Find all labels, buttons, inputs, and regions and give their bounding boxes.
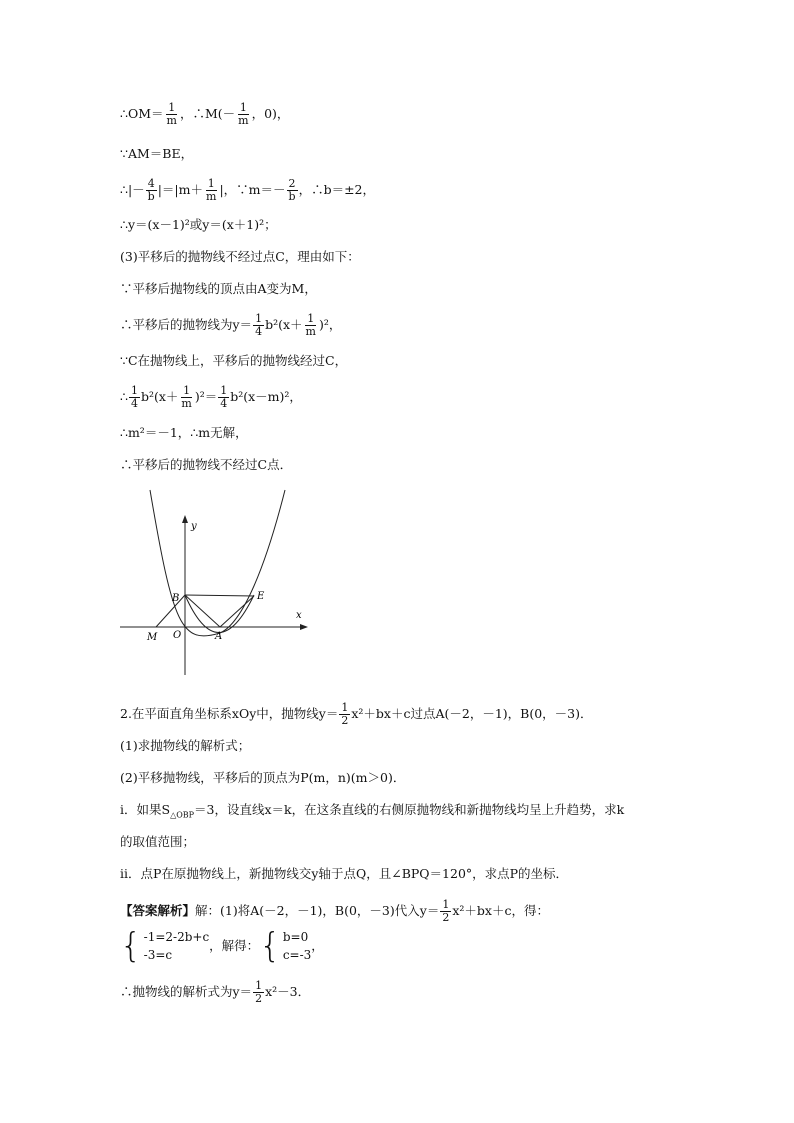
fraction: $\frac{1}{m}$ [238, 101, 249, 127]
equation-system: { -1=2-2b+c -3=c ，解得： { b=0 c=-3 ， [120, 926, 324, 966]
question-2-sub-i: ⅰ．如果$S_{\triangle OBP}=3$，设直线x＝k，在这条直线的右侧原抛物线和新抛物线均呈上升趋势，求k [120, 802, 625, 820]
question-2: 2.在平面直角坐标系xOy中，抛物线y＝ $\frac{1}{2}$ x²＋bx＋c过点A(－2，－1)，B(0，－3)． [120, 701, 593, 727]
segment-mb [156, 595, 185, 627]
line-am-be: ∵AM＝BE， [120, 146, 194, 161]
line-part3: (3)平移后的抛物线不经过点C，理由如下： [120, 249, 360, 264]
line-om: ∴OM＝ $\frac{1}{m}$ ，∴M(－ $\frac{1}{m}$ ，0)， [120, 101, 290, 127]
line-y-result: ∴y＝(x－1)²或y＝(x＋1)²； [120, 217, 277, 232]
system-2: { b=0 c=-3 [259, 926, 312, 966]
x-axis-arrow [300, 624, 308, 630]
line-translated: ∴平移后的抛物线为y＝ $\frac{1}{4}$ b²(x＋ $\frac{1}{m}$ )²， [120, 312, 342, 338]
line-abs: ∴|－ $\frac{4}{b}$ |＝|m＋ $\frac{1}{m}$ |，∵m＝－ $\frac{2}{b}$ ，∴b＝±2， [120, 177, 375, 203]
segment-ba [185, 595, 220, 627]
label-a: A [215, 631, 223, 642]
label-b: B [172, 593, 180, 604]
line-no-solution: ∴m²＝－1，∴m无解， [120, 425, 248, 440]
label-o: O [173, 630, 182, 641]
line-conclusion: ∴平移后的抛物线不经过C点． [120, 457, 293, 472]
label-m: M [147, 632, 158, 643]
question-2-sub-i-cont: 的取值范围； [120, 834, 196, 849]
answer-label: 【答案解析】 [120, 903, 196, 918]
answer-line: 【答案解析】解：(1)将A(－2，－1)，B(0，－3)代入y＝ $\frac{1}{2}$ x²＋bx＋c，得： [120, 898, 549, 924]
label-x: x [296, 610, 302, 621]
line-c-on-parabola: ∵C在抛物线上，平移后的抛物线经过C， [120, 353, 348, 368]
y-axis-arrow [182, 515, 188, 523]
final-answer: ∴抛物线的解析式为y＝ $\frac{1}{2}$ x²－3． [120, 979, 311, 1005]
parabola-curve [150, 490, 285, 636]
label-y: y [191, 521, 197, 532]
label-e: E [257, 591, 265, 602]
fraction: $\frac{1}{m}$ [166, 101, 177, 127]
question-2-sub-ii: ⅱ．点P在原抛物线上，新抛物线交y轴于点Q，且∠BPQ＝120°，求点P的坐标． [120, 866, 569, 881]
question-2-part1: (1)求抛物线的解析式； [120, 738, 251, 753]
line-equation: ∴ $\frac{1}{4}$ b²(x＋ $\frac{1}{m}$ )²＝ $\frac{1}{4}$ b²(x－m)²， [120, 384, 302, 410]
line-vertex: ∵平移后抛物线的顶点由A变为M， [120, 281, 317, 296]
parabola-figure [118, 485, 318, 680]
segment-be [185, 595, 254, 596]
system-1: { -1=2-2b+c -3=c [120, 926, 210, 966]
question-2-part2: (2)平移抛物线，平移后的顶点为P(m，n)(m＞0)． [120, 770, 406, 785]
